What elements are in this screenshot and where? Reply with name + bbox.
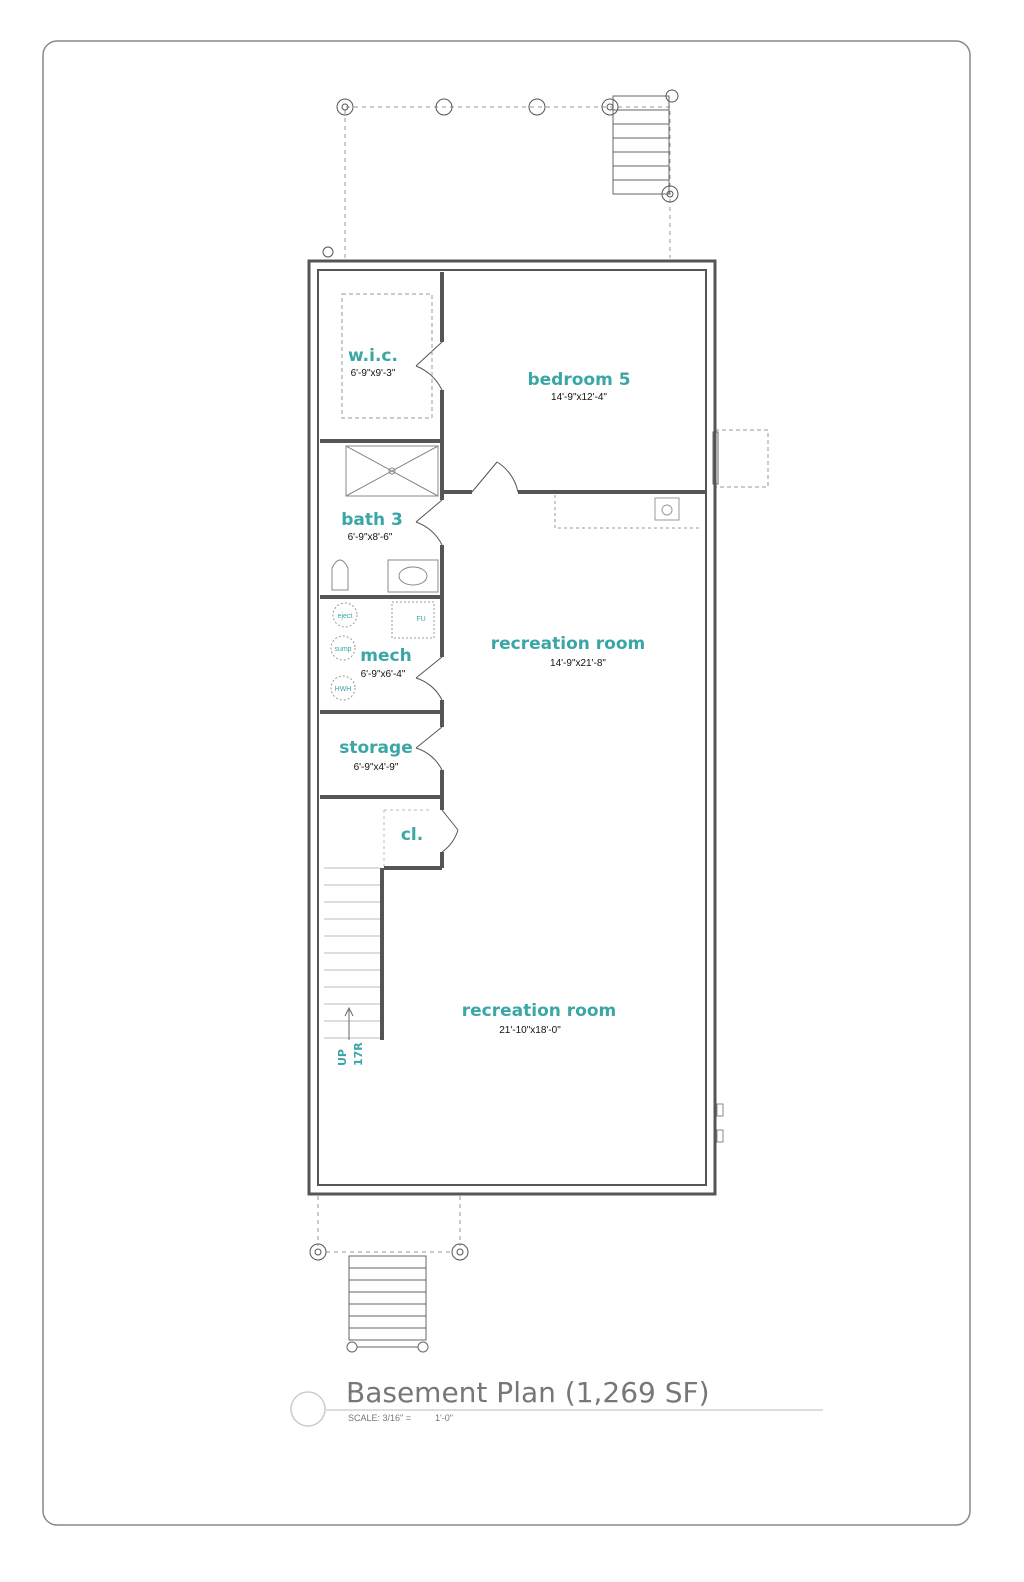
room-name-closet: cl. <box>400 825 424 845</box>
scale-value: 1'-0" <box>435 1413 453 1423</box>
stairs-risers-label: 17R <box>352 1042 365 1066</box>
room-dim-storage: 6'-9"x4'-9" <box>353 762 399 773</box>
room-name-wic: w.i.c. <box>348 346 398 366</box>
scale-label: SCALE: 3/16" = <box>348 1413 411 1423</box>
eject-label: eject <box>337 613 353 620</box>
room-name-rec-upper: recreation room <box>490 634 646 654</box>
room-dim-bath: 6'-9"x8'-6" <box>347 532 393 543</box>
room-dim-bedroom: 14'-9"x12'-4" <box>551 392 607 403</box>
fu-label: FU <box>416 616 426 623</box>
room-name-bedroom: bedroom 5 <box>527 370 631 390</box>
stairs-up-label: UP <box>336 1049 349 1066</box>
room-name-mech: mech <box>360 646 412 666</box>
room-dim-rec-lower: 21'-10"x18'-0" <box>499 1025 561 1036</box>
room-name-storage: storage <box>339 738 413 758</box>
sheet-border <box>43 41 970 1525</box>
room-name-bath: bath 3 <box>341 510 403 530</box>
sump-label: sump <box>334 646 352 653</box>
room-dim-wic: 6'-9"x9'-3" <box>350 368 396 379</box>
plan-title: Basement Plan (1,269 SF) <box>346 1376 710 1409</box>
room-dim-mech: 6'-9"x6'-4" <box>360 669 406 680</box>
room-dim-rec-upper: 14'-9"x21'-8" <box>550 658 606 669</box>
room-name-rec-lower: recreation room <box>461 1001 617 1021</box>
hwh-label: HWH <box>334 686 352 693</box>
